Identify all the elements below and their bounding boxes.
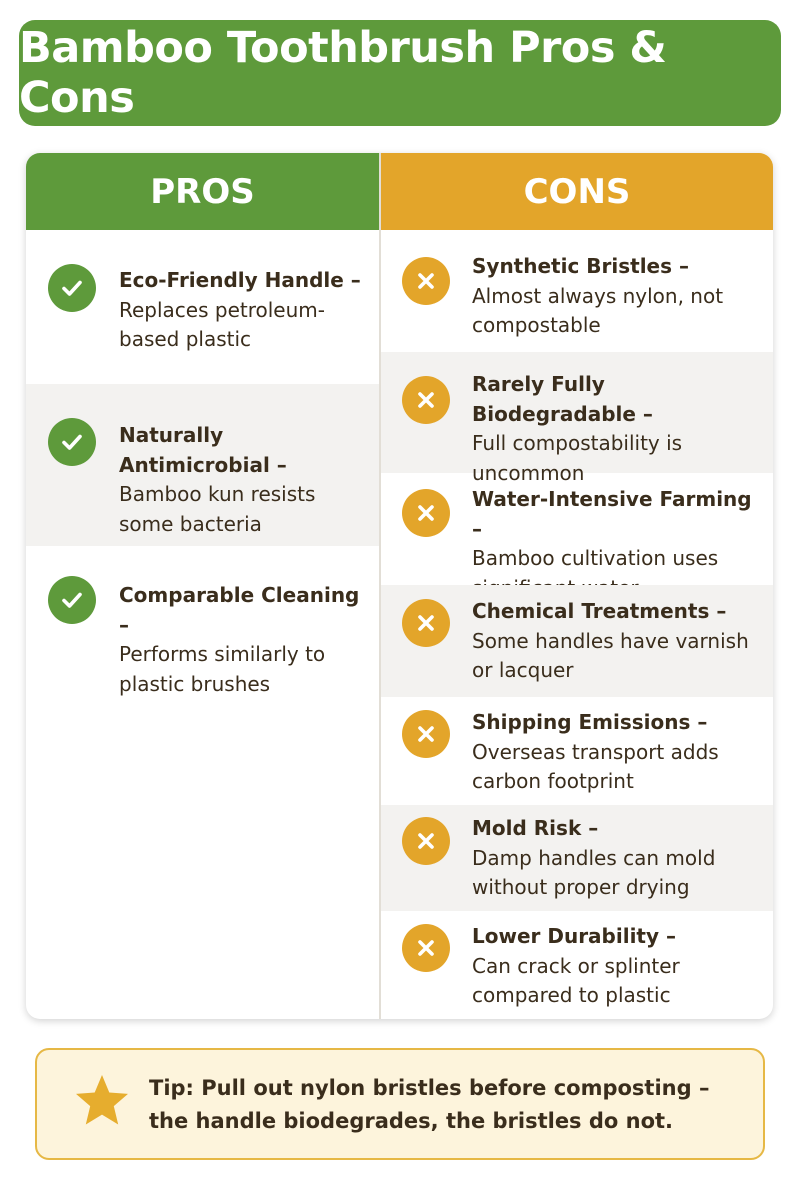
con-title: Shipping Emissions –	[472, 710, 708, 734]
con-title: Rarely Fully Biodegradable –	[472, 372, 653, 426]
pro-item	[26, 384, 379, 546]
check-icon	[48, 264, 96, 312]
pros-heading: PROS	[26, 153, 379, 230]
x-icon	[402, 489, 450, 537]
con-body: Overseas transport adds carbon footprint	[472, 739, 719, 793]
x-icon	[402, 924, 450, 972]
x-icon	[402, 599, 450, 647]
con-title: Lower Durability –	[472, 924, 676, 948]
cons-heading: CONS	[381, 153, 773, 230]
con-item	[381, 473, 773, 585]
con-item	[381, 805, 773, 911]
con-title: Synthetic Bristles –	[472, 254, 689, 278]
con-body: Some handles have varnish or lacquer	[472, 628, 749, 682]
con-body: Damp handles can mold without proper drying	[472, 845, 716, 899]
con-body: Bamboo cultivation uses	[472, 546, 719, 570]
con-item	[381, 911, 773, 1019]
con-item	[381, 697, 773, 805]
pros-cons-table	[26, 153, 773, 1019]
title-banner	[19, 20, 781, 126]
tip-callout	[35, 1048, 765, 1160]
pro-body: Performs similarly to plastic brushes	[119, 642, 326, 696]
page-title: Bamboo Toothbrush Pros & Cons	[19, 23, 667, 123]
pro-item	[26, 230, 379, 384]
con-item	[381, 352, 773, 485]
con-body: Almost always nylon, not compostable	[472, 283, 724, 337]
cons-column	[381, 153, 773, 1019]
pros-column	[26, 153, 379, 1019]
pro-title: Comparable Cleaning –	[119, 583, 360, 637]
con-title: Water-Intensive Farming –	[472, 487, 752, 541]
pro-title: Naturally Antimicrobial –	[119, 423, 287, 477]
x-icon	[402, 376, 450, 424]
pro-body: Replaces petroleum-based plastic	[119, 297, 325, 351]
con-body: Can crack or splinter compared to plastic	[472, 953, 680, 1007]
check-icon	[48, 418, 96, 466]
pro-title: Eco-Friendly Handle –	[119, 268, 361, 292]
pro-item	[26, 546, 379, 1019]
con-item	[381, 230, 773, 352]
con-title: Chemical Treatments –	[472, 599, 727, 623]
x-icon	[402, 257, 450, 305]
con-body: Full compostability is uncommon	[472, 431, 683, 485]
tip-text: Tip: Pull out nylon bristles before composting – the handle biodegrades, the bristles do not.	[149, 1076, 710, 1133]
star-icon	[73, 1072, 131, 1134]
x-icon	[402, 817, 450, 865]
x-icon	[402, 710, 450, 758]
check-icon	[48, 576, 96, 624]
con-item	[381, 585, 773, 697]
pro-body: Bamboo kun resists some bacteria	[119, 482, 316, 536]
con-title: Mold Risk –	[472, 816, 599, 840]
